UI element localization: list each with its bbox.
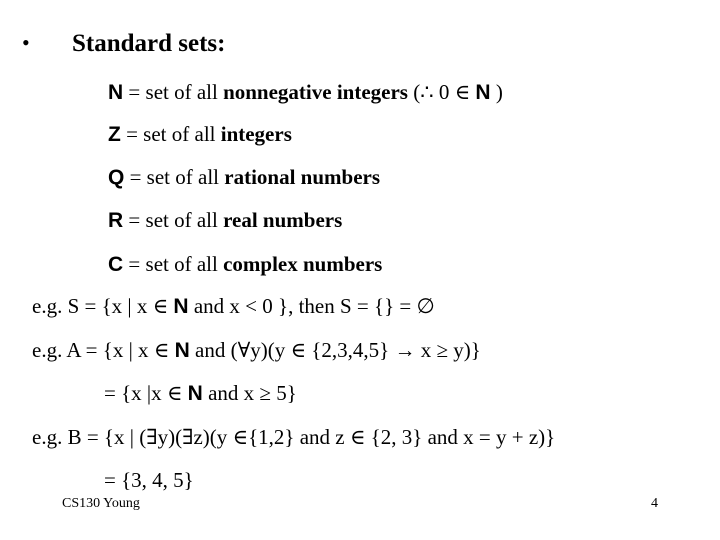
set-line-reals bbox=[108, 208, 342, 233]
set-note: (∴ 0 ∈ bbox=[407, 80, 476, 104]
page-number: 4 bbox=[651, 496, 658, 511]
example-text: = {x |x ∈ bbox=[104, 381, 188, 405]
footer-course-label: CS130 Young bbox=[62, 496, 140, 511]
example-text-end: and x < 0 }, then S = {} = ∅ bbox=[188, 294, 435, 318]
set-text: = set of all bbox=[123, 208, 224, 232]
example-text-end: and (∀y)(y ∈ {2,3,4,5} → x ≥ y)} bbox=[189, 338, 481, 362]
example-a-line bbox=[32, 338, 481, 363]
example-set-symbol: N bbox=[173, 295, 189, 318]
example-b-line bbox=[32, 425, 555, 450]
set-symbol-note: N bbox=[475, 81, 491, 104]
example-text-end: and x ≥ 5} bbox=[202, 381, 297, 405]
set-term: integers bbox=[220, 122, 292, 146]
example-a-result bbox=[104, 381, 297, 406]
set-term: rational numbers bbox=[224, 165, 381, 189]
example-text: e.g. S = {x | x ∈ bbox=[32, 294, 174, 318]
set-term: complex numbers bbox=[223, 252, 383, 276]
heading: Standard sets: bbox=[72, 30, 226, 57]
set-line-complex bbox=[108, 252, 382, 277]
set-line-naturals bbox=[108, 80, 503, 105]
set-text: = set of all bbox=[120, 122, 221, 146]
set-line-integers bbox=[108, 122, 292, 147]
example-text: = {3, 4, 5} bbox=[104, 468, 194, 492]
set-symbol: Q bbox=[108, 166, 125, 189]
example-set-symbol: N bbox=[187, 382, 203, 405]
example-s-line bbox=[32, 294, 435, 319]
set-line-rationals bbox=[108, 165, 380, 190]
set-text: = set of all bbox=[123, 80, 224, 104]
set-symbol: C bbox=[108, 253, 124, 276]
set-term: real numbers bbox=[223, 208, 343, 232]
example-text: e.g. B = {x | (∃y)(∃z)(y ∈{1,2} and z ∈ {2, 3} and x = y + z)} bbox=[32, 425, 556, 449]
example-text: e.g. A = {x | x ∈ bbox=[32, 338, 175, 362]
example-set-symbol: N bbox=[174, 339, 190, 362]
set-symbol: N bbox=[108, 81, 124, 104]
example-b-result bbox=[104, 468, 194, 493]
set-symbol: R bbox=[108, 209, 124, 232]
set-text: = set of all bbox=[123, 252, 224, 276]
set-symbol: Z bbox=[108, 123, 121, 146]
set-term: nonnegative integers bbox=[223, 80, 408, 104]
bullet-point: • bbox=[22, 30, 30, 55]
set-text: = set of all bbox=[124, 165, 225, 189]
set-note-end: ) bbox=[490, 80, 503, 104]
